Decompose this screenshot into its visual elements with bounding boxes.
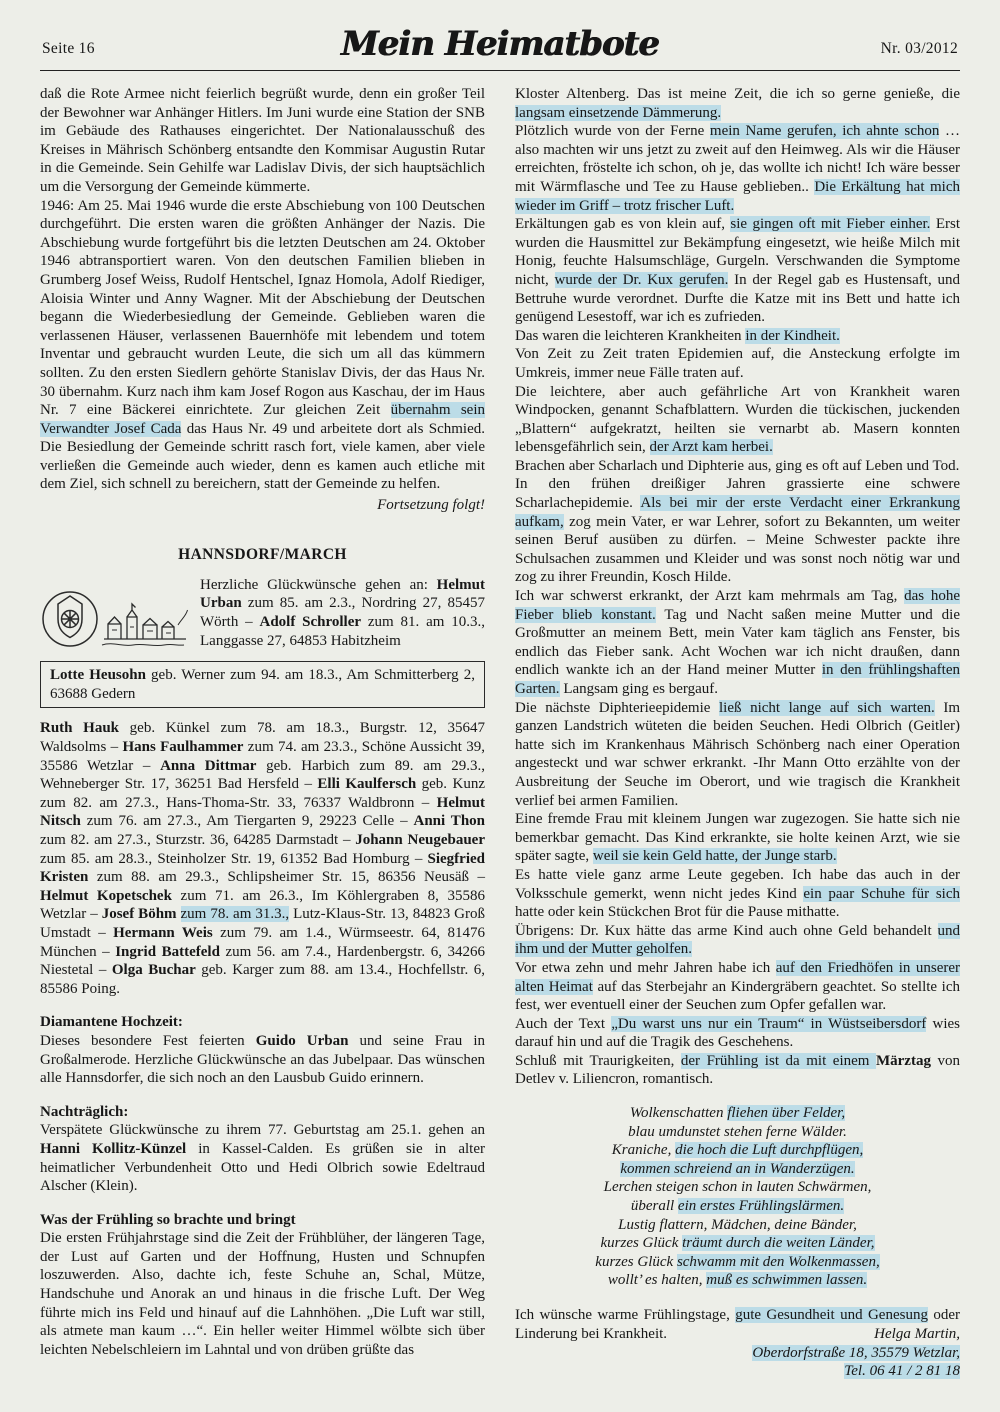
text-run: Auch der Text bbox=[515, 1015, 612, 1032]
paragraph bbox=[515, 327, 960, 346]
text-run: zum 56. am 7.4., Hardenbergstr. 6, 34266 Niestetal – bbox=[40, 943, 485, 979]
poem-line bbox=[515, 1160, 960, 1179]
text-run: mein Name gerufen, ich ahnte schon bbox=[709, 123, 940, 140]
page-number-label: Seite 16 bbox=[42, 40, 95, 57]
text-run: Tel. 06 41 / 2 81 18 bbox=[844, 1363, 960, 1380]
text-run: zum 81. am 10.3., Langgasse 27, 64853 Habitzheim bbox=[200, 614, 485, 649]
subsection-heading: Nachträglich: bbox=[40, 1103, 129, 1120]
text-run: Von Zeit zu Zeit traten Epidemien auf, die Ansteckung erfolgte im Umkreis, immer neue Fälle traten auf. bbox=[515, 346, 960, 381]
text-run: ein paar Schuhe für sich bbox=[803, 885, 960, 902]
paragraph bbox=[515, 457, 960, 476]
text-run: Das waren die leichteren Krankheiten bbox=[515, 327, 746, 344]
text-run: Die ersten Frühjahrstage sind die Zeit der Frühblüher, der längeren Tage, der Lust auf Garten und der Hoffnung, Husten und Schnupfen loszuwerden. Also, dachte ich, feste Schuhe an, Schal, Mütze, Handschuhe und Anorak an und hinaus in die frische Luft. Der Weg führte mich ins Feld und hinauf auf die Lahnhöhen. „Die Luft war still, als atmete man kaum …“. Ein heller weiter Himmel wölbte sich über leichten Nebelschleiern im Lahntal und von drüben grüßte das bbox=[40, 1230, 485, 1358]
paragraph bbox=[40, 197, 485, 495]
text-run bbox=[177, 906, 181, 922]
text-run: Anna Dittmar bbox=[160, 757, 257, 774]
text-run: zog mein Vater, er war Lehrer, sofort zu Bekannten, um weiter seinen Beruf ausüben zu dürfen. – Meine Schwester packte ihre Schulsachen zusammen und Kleider und was sonst noch nötig war und zog zu ihrer Freundin, Kosch Hilde. bbox=[515, 513, 960, 586]
poem-line bbox=[515, 1197, 960, 1216]
text-run: und ihm und der Mutter geholfen. bbox=[515, 922, 960, 958]
paragraph bbox=[40, 496, 485, 515]
poem-line bbox=[515, 1123, 960, 1142]
paragraph bbox=[40, 1121, 485, 1195]
poem-line bbox=[515, 1271, 960, 1290]
paragraph bbox=[515, 383, 960, 457]
text-run: Plötzlich wurde von der Ferne bbox=[515, 123, 710, 140]
text-run: zum 71. am 26.3., Im Köhlergraben 8, 35586 Wetzlar – bbox=[40, 887, 485, 923]
text-run: Olga Buchar bbox=[111, 962, 196, 979]
text-run: zum 85. am 28.3., Steinholzer Str. 19, 61352 Bad Homburg – bbox=[40, 850, 428, 867]
text-run: Adolf Schroller bbox=[259, 614, 362, 631]
paragraph bbox=[40, 1032, 485, 1088]
paragraph bbox=[515, 587, 960, 699]
text-run: Ruth Hauk bbox=[40, 720, 120, 737]
paragraph bbox=[515, 475, 960, 587]
text-run: … also machten wir uns jetzt zu zweit auf den Heimweg. Als wir die Häuser erreichten, fröstelte ich schon, oh je, das wollte ich nicht! Ich wäre besser mit Wärmflasche und Tee zu Hause geblieben.. bbox=[515, 123, 961, 195]
text-run: Dieses besondere Fest feierten bbox=[40, 1032, 256, 1049]
text-run: kurzes Glück bbox=[595, 1253, 677, 1270]
masthead-title: Mein Heimatbote bbox=[341, 24, 659, 64]
paragraph bbox=[515, 922, 960, 959]
text-run: gute Gesundheit und Genesung bbox=[735, 1307, 928, 1323]
text-run: Hermann Weis bbox=[113, 924, 213, 941]
paragraph bbox=[515, 345, 960, 382]
text-run: weil sie kein Geld hatte, der Junge starb. bbox=[592, 848, 837, 865]
text-run: Hans Faulhammer bbox=[122, 739, 244, 756]
issue-number-label: Nr. 03/2012 bbox=[880, 40, 958, 57]
text-run: sie gingen oft mit Fieber einher. bbox=[730, 216, 931, 233]
paragraph bbox=[515, 810, 960, 866]
text-run: In der Regel gab es Hustensaft, und Bettruhe wurde verordnet. Durfte die Katze mit ins Bett und hatte ich genügend Lesestoff, war ich es zufrieden. bbox=[515, 271, 960, 326]
text-run: Helga Martin, bbox=[874, 1326, 960, 1343]
text-run: Die nächste Diphterieepidemie bbox=[515, 699, 719, 716]
text-run: Märztag bbox=[875, 1052, 931, 1069]
right-column bbox=[515, 85, 960, 1381]
text-run: Elli Kaulfersch bbox=[317, 776, 417, 793]
text-run: Lustig flattern, Mädchen, deine Bänder, bbox=[618, 1216, 857, 1233]
text-run: Guido Urban bbox=[255, 1032, 349, 1049]
text-run: Brachen aber Scharlach und Diphterie aus, ging es oft auf Leben und Tod. bbox=[515, 457, 960, 474]
text-run: zum 79. am 1.4., Würmseestr. 64, 81476 München – bbox=[40, 924, 485, 960]
poem-line bbox=[515, 1216, 960, 1235]
text-run: Erst wurden die Hausmittel zur Bekämpfung eingesetzt, wie heiße Milch mit Honig, feuchte Halsumschläge, Gurgeln. Verschwanden die Symptome nicht, bbox=[515, 216, 960, 288]
paragraph bbox=[40, 1229, 485, 1359]
poem-line bbox=[515, 1141, 960, 1160]
text-run: Anni Thon bbox=[413, 813, 485, 830]
text-run: in der Kindheit. bbox=[745, 327, 840, 344]
hannsdorf-town-illustration bbox=[40, 579, 190, 657]
paragraph bbox=[515, 699, 960, 811]
text-run: der Arzt kam herbei. bbox=[649, 439, 773, 456]
text-run: übernahm sein Verwandter Josef Cada bbox=[40, 402, 485, 437]
paragraph bbox=[515, 1052, 960, 1089]
text-run: kurzes Glück bbox=[600, 1235, 683, 1252]
paragraph bbox=[40, 576, 485, 650]
text-run: Verspätete Glückwünsche zu ihrem 77. Geburtstag am 25.1. gehen an bbox=[40, 1122, 485, 1139]
text-run: geb. Kunz zum 82. am 27.3., Hans-Thoma-Str. 33, 76337 Waldbronn – bbox=[40, 776, 485, 811]
text-run: Fortsetzung folgt! bbox=[377, 497, 485, 514]
text-run: wollt’ es halten, bbox=[607, 1272, 707, 1289]
text-run: zum 78. am 31.3., bbox=[180, 906, 290, 923]
text-run: Ich wünsche warme Frühlingstage, bbox=[515, 1307, 736, 1323]
text-run: zum 85. am 2.3., Nordring 27, 85457 Wörth – bbox=[200, 595, 485, 631]
paragraph bbox=[515, 866, 960, 922]
paragraph bbox=[515, 1015, 960, 1052]
text-run: schwamm mit den Wolkenmassen, bbox=[676, 1253, 880, 1270]
text-run: zum 88. am 29.3., Schlipsheimer Str. 15, 86356 Neusäß – bbox=[88, 869, 485, 886]
text-run: „Du warst uns nur ein Traum“ in Wüstseibersdorf bbox=[611, 1015, 927, 1032]
poem-line bbox=[515, 1253, 960, 1272]
text-run: Lerchen steigen schon in lauten Schwärmen, bbox=[603, 1179, 872, 1196]
text-run: Die leichtere, aber auch gefährliche Art von Krankheit waren Windpocken, genannt Schafblattern. Wurden die tückischen, juckenden „Blattern“ aufgekratzt, heilten sie vernarbt ab. Masern konnten lebensgefährlich sein, bbox=[515, 383, 960, 456]
paragraph bbox=[515, 215, 960, 327]
paragraph bbox=[40, 719, 485, 998]
poem-line bbox=[515, 1234, 960, 1253]
text-run: träumt durch die weiten Länder, bbox=[682, 1235, 875, 1252]
text-run: geb. Künkel zum 78. am 18.3., Burgstr. 12, 35647 Waldsolms – bbox=[40, 720, 485, 756]
text-run: Helmut Nitsch bbox=[40, 794, 485, 830]
text-run: geb. Werner zum 94. am 18.3., Am Schmitterberg 2, 63688 Gedern bbox=[50, 667, 476, 702]
text-run: geb. Harbich zum 89. am 29.3., Wehneberger Str. 17, 36251 Bad Hersfeld – bbox=[40, 757, 485, 793]
text-run: In den frühen dreißiger Jahren grassierte eine schwere Scharlachepidemie. bbox=[515, 476, 960, 512]
text-run: Ich war schwerst erkrankt, der Arzt kam mehrmals am Tag, bbox=[515, 588, 905, 605]
page-header bbox=[40, 24, 960, 68]
paragraph bbox=[515, 122, 960, 215]
text-run: Es hatte viele ganz arme Leute gegeben. Ich habe das auch in der Volksschule gemerkt, wenn nicht jedes Kind bbox=[515, 866, 960, 902]
text-run: wies darauf hin und auf die Tragik des Geschehens. bbox=[515, 1015, 961, 1051]
text-run: 1946: Am 25. Mai 1946 wurde die erste Abschiebung von 100 Deutschen durchgeführt. Die ersten waren die größten Anhänger der Nazis. Die Abschiebung wurde fortgeführt bis die letzten Deutschen am 24. Oktober 1946 abtransportiert waren. Von den deutschen Familien blieben in Grumberg Josef Weiss, Rudolf Hentschel, Ignaz Homola, Adolf Riediger, Aloisia Winter und Anny Wagner. Mit der Abschiebung der Deutschen begann die Wiederbesiedlung der Gemeinde. Geblieben waren die verlassenen Häuser, verlassenen Bauernhöfe mit lebendem und totem Inventar und gebraucht wurden Leute, die sich um all das kümmern sollten. Zu den ersten Siedlern gehörte Stanislav Divis, der das Haus Nr. 30 übernahm. Kurz nach ihm kam Josef Rogon aus Kaschau, der im Haus Nr. 7 eine Bäckerei einrichtete. Zur gleichen Zeit bbox=[40, 197, 485, 419]
text-run: Hanni Kollitz-Künzel bbox=[40, 1140, 187, 1157]
poem-line bbox=[515, 1104, 960, 1123]
text-run: blau umdunstet stehen ferne Wälder. bbox=[628, 1123, 847, 1140]
text-run: und seine Frau in Großalmerode. Herzliche Glückwünsche an das Jubelpaar. Das wünschen alle Hannsdorfer, die sich noch an den Lausbub Guido erinnern. bbox=[40, 1032, 485, 1087]
subsection-heading: Diamantene Hochzeit: bbox=[40, 1014, 183, 1031]
text-run: Übrigens: Dr. Kux hätte das arme Kind auch ohne Geld behandelt bbox=[515, 922, 938, 939]
text-run: Als bei mir der erste Verdacht einer Erkrankung aufkam, bbox=[515, 495, 960, 530]
text-run: Siegfried Kristen bbox=[40, 850, 485, 886]
paragraph bbox=[515, 85, 960, 122]
text-run: überall bbox=[630, 1198, 678, 1215]
text-run: in Kassel-Calden. Es grüßen sie in alter heimatlicher Verbundenheit Otto und Hedi Olbrich sowie Edeltraud Alscher (Klein). bbox=[40, 1140, 485, 1195]
header-rule bbox=[40, 70, 960, 71]
text-run: Tag und Nacht saßen meine Mutter und die Großmutter an meinem Bett, mein Vater kam täglich ans Fenster, bis endlich das Fieber sank. Acht Wochen war ich nicht draußen, dann endlich wankte ich an der Hand meiner Mutter bbox=[515, 606, 960, 679]
text-run: Helmut Kopetschek bbox=[40, 887, 172, 904]
text-run: Ingrid Battefeld bbox=[115, 943, 220, 960]
paragraph bbox=[515, 959, 960, 1015]
text-run: Lotte Heusohn bbox=[50, 667, 146, 684]
text-run: ein erstes Frühlingslärmen. bbox=[677, 1198, 845, 1215]
text-run: Langsam ging es bergauf. bbox=[559, 681, 718, 697]
article-columns bbox=[40, 85, 960, 1381]
text-run: von Detlev v. Liliencron, romantisch. bbox=[515, 1052, 960, 1088]
text-run: fliehen über Felder, bbox=[727, 1105, 846, 1122]
text-run: ließ nicht lange auf sich warten. bbox=[719, 699, 935, 716]
text-run: in den frühlingshaften Garten. bbox=[515, 662, 961, 697]
text-run: muß es schwimmen lassen. bbox=[706, 1272, 868, 1289]
text-run: kommen schreiend an in Wanderzügen. bbox=[620, 1160, 855, 1177]
subsection-heading: Was der Frühling so brachte und bringt bbox=[40, 1211, 296, 1228]
left-column bbox=[40, 85, 485, 1381]
text-run: hatte oder kein Stückchen Brot für die Pause mithatte. bbox=[515, 904, 840, 921]
text-run: Kraniche, bbox=[611, 1142, 676, 1159]
text-run: zum 82. am 27.3., Sturzstr. 36, 64285 Darmstadt – bbox=[40, 832, 356, 848]
text-run: langsam einsetzende Dämmerung. bbox=[515, 104, 722, 121]
poem-line bbox=[515, 1178, 960, 1197]
text-run: Helmut Urban bbox=[200, 576, 485, 612]
text-run: die hoch die Luft durchpflügen, bbox=[675, 1142, 864, 1159]
text-run: das Haus Nr. 49 und arbeitete dort als Schmied. Die Besiedlung der Gemeinde schritt rasch fort, viele kamen, aber viele verließen die Gemeinde auch wieder, denn es kamen auch etliche mit dem Ziel, sich schnell zu bereichern, statt der Gemeinde zu helfen. bbox=[40, 420, 485, 493]
text-run: Wolkenschatten bbox=[629, 1105, 728, 1122]
text-run: oder Linderung bei Krankheit. bbox=[515, 1307, 960, 1342]
text-run: Oberdorfstraße 18, 35579 Wetzlar, bbox=[752, 1344, 960, 1361]
text-run: auf das Sterbejahr an Kindergräbern geachtet. So stellte ich fest, wer eventuell einer der Seuchen zum Opfer gefallen war. bbox=[515, 978, 960, 1014]
text-run: auf den Friedhöfen in unserer alten Heimat bbox=[515, 959, 960, 995]
poem bbox=[515, 1104, 960, 1290]
text-run: Johann Neugebauer bbox=[355, 832, 485, 848]
paragraph bbox=[40, 85, 485, 197]
text-run: der Frühling ist da mit einem bbox=[680, 1052, 876, 1069]
text-run: zum 74. am 23.3., Schöne Aussicht 39, 35586 Wetzlar – bbox=[40, 739, 485, 774]
text-run: Lutz-Klaus-Str. 13, 84823 Groß Umstadt – bbox=[40, 906, 485, 941]
text-run: Im ganzen Landstrich wüteten die beiden Seuchen. Hedi Olbrich (Geitler) hatte sich im Krankenhaus Mährisch Schönberg nach einer Operation angesteckt und war schwer erkrankt. -Ihr Mann Otto erzählte von der Ausbreitung der Seuche im Oberort, und wie tragisch die Krankheit verlief bei armen Familien. bbox=[515, 699, 960, 809]
text-run: Eine fremde Frau mit kleinem Jungen war zugezogen. Sie hatte sich nie bemerkbar gemacht. Das Kind erkrankte, sie holte keinen Arzt, wie sie später sagte, bbox=[515, 811, 960, 865]
signature-line bbox=[515, 1362, 960, 1381]
text-run: geb. Karger zum 88. am 13.4., Hochfellstr. 6, 85586 Poing. bbox=[40, 962, 485, 997]
text-run: daß die Rote Armee nicht feierlich begrüßt wurde, denn ein großer Teil der Bewohner war Anhänger Hitlers. Im Juni wurde eine Station der SNB im Gebäude des Rathauses eingerichtet. Der Nationalausschuß des Kreises in Mährisch Schönberg entsandte den Kommisar Augustin Rutar in die Gemeinde. Sein Gehilfe war Ladislav Divis, der sich hauptsächlich um die Versorgung der Gemeinde kümmerte. bbox=[40, 86, 485, 195]
text-run: Herzliche Glückwünsche gehen an: bbox=[200, 576, 437, 593]
text-run: Josef Böhm bbox=[101, 906, 177, 923]
text-run: zum 76. am 27.3., Am Tiergarten 9, 29223 Celle – bbox=[80, 813, 414, 830]
text-run: Vor etwa zehn und mehr Jahren habe ich bbox=[515, 959, 776, 976]
text-run: Kloster Altenberg. Das ist meine Zeit, die ich so gerne genieße, die bbox=[515, 86, 960, 102]
text-run: das hohe Fieber blieb konstant. bbox=[515, 588, 960, 623]
text-run: Schluß mit Traurigkeiten, bbox=[515, 1052, 681, 1069]
text-run: Die Erkältung hat mich wieder im Griff – trotz frischer Luft. bbox=[515, 178, 960, 214]
text-run: wurde der Dr. Kux gerufen. bbox=[554, 271, 729, 288]
signature-line bbox=[515, 1344, 960, 1363]
text-run: Erkältungen gab es von klein auf, bbox=[515, 216, 731, 233]
section-heading: HANNSDORF/MARCH bbox=[178, 545, 347, 563]
boxed-notice bbox=[40, 661, 485, 708]
